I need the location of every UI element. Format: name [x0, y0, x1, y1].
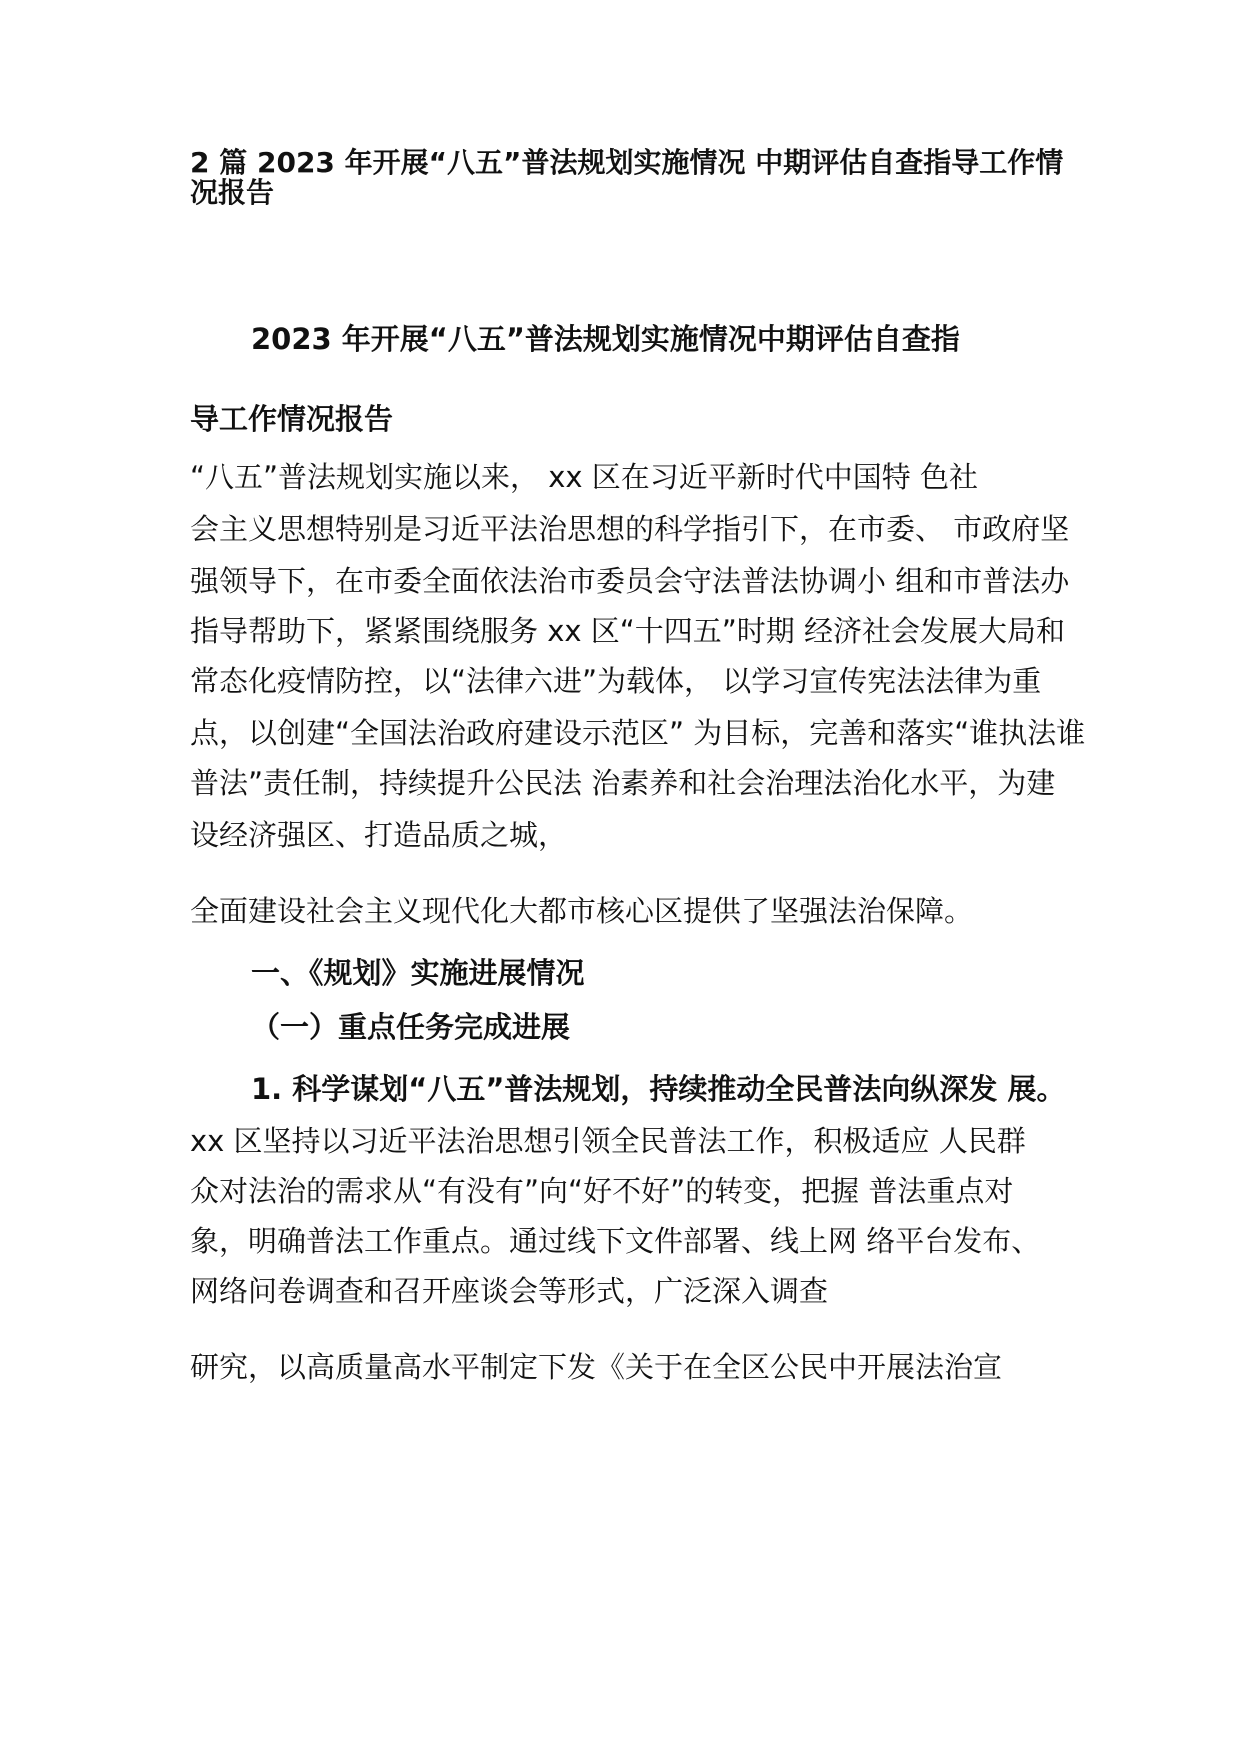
- document-title-line-1: 2 篇 2023 年开展“八五”普法规划实施情况 中期评估自查指导工作情: [190, 146, 1064, 179]
- intro-line-7: 普法”责任制，持续提升公民法 治素养和社会治理法治化水平，为建: [190, 766, 1056, 800]
- item-1-line-2: 众对法治的需求从“有没有”向“好不好”的转变，把握 普法重点对: [190, 1174, 1014, 1208]
- intro-line-5: 常态化疫情防控，以“法律六进”为载体， 以学习宣传宪法法律为重: [190, 664, 1042, 698]
- item-1-heading: 1. 科学谋划“八五”普法规划，持续推动全民普法向纵深发 展。: [251, 1072, 1066, 1106]
- intro-line-8: 设经济强区、打造品质之城，: [190, 818, 568, 852]
- intro-line-3: 强领导下，在市委全面依法治市委员会守法普法协调小 组和市普法办: [190, 564, 1070, 598]
- intro-line-2: 会主义思想特别是习近平法治思想的科学指引下，在市委、 市政府坚: [190, 512, 1070, 546]
- report-title-line-2: 导工作情况报告: [190, 402, 394, 436]
- intro-line-1: “八五”普法规划实施以来， xx 区在习近平新时代中国特 色社: [190, 460, 979, 494]
- document-title-line-2: 况报告: [190, 176, 275, 209]
- subsection-1-heading: （一）重点任务完成进展: [251, 1010, 571, 1044]
- report-title-line-1: 2023 年开展“八五”普法规划实施情况中期评估自查指: [251, 322, 960, 356]
- item-1-line-4: 网络问卷调查和召开座谈会等形式，广泛深入调查: [190, 1274, 829, 1308]
- intro-last-line: 全面建设社会主义现代化大都市核心区提供了坚强法治保障。: [190, 894, 974, 928]
- item-1-line-1: xx 区坚持以习近平法治思想引领全民普法工作，积极适应 人民群: [190, 1124, 1026, 1158]
- item-1-line-3: 象，明确普法工作重点。通过线下文件部署、线上网 络平台发布、: [190, 1224, 1041, 1258]
- section-1-heading: 一、《规划》实施进展情况: [251, 956, 585, 990]
- intro-line-4: 指导帮助下，紧紧围绕服务 xx 区“十四五”时期 经济社会发展大局和: [190, 614, 1066, 648]
- intro-line-6: 点，以创建“全国法治政府建设示范区” 为目标，完善和落实“谁执法谁: [190, 716, 1086, 750]
- item-1-last-line: 研究，以高质量高水平制定下发《关于在全区公民中开展法治宣: [190, 1350, 1003, 1384]
